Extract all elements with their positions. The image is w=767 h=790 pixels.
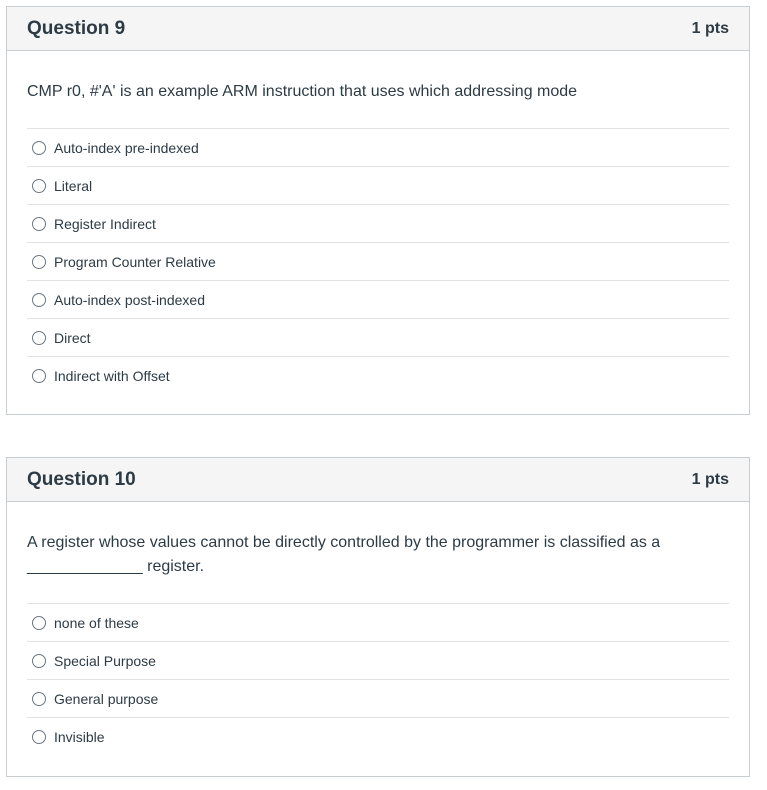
question-10 <box>6 457 750 777</box>
question-points: 1 pts <box>691 19 729 37</box>
answer-label: Auto-index post-indexed <box>54 291 205 308</box>
answer-label: none of these <box>54 614 139 631</box>
answer-option[interactable] <box>27 357 729 394</box>
question-9 <box>6 6 750 415</box>
answer-option[interactable] <box>27 205 729 243</box>
answer-option[interactable] <box>27 281 729 319</box>
answer-option[interactable] <box>27 604 729 642</box>
radio-button[interactable] <box>32 141 46 155</box>
answer-label: Direct <box>54 329 91 346</box>
radio-button[interactable] <box>32 255 46 269</box>
radio-button[interactable] <box>32 179 46 193</box>
question-text-line: A register whose values cannot be directly controlled by the programmer is classified as a <box>27 534 661 551</box>
radio-button[interactable] <box>32 293 46 307</box>
answer-option[interactable] <box>27 243 729 281</box>
radio-button[interactable] <box>32 654 46 668</box>
answer-option[interactable] <box>27 680 729 718</box>
radio-button[interactable] <box>32 730 46 744</box>
answer-label: Special Purpose <box>54 652 156 669</box>
question-title: Question 9 <box>27 17 126 39</box>
answer-label: Program Counter Relative <box>54 253 216 270</box>
radio-button[interactable] <box>32 616 46 630</box>
answer-label: Auto-index pre-indexed <box>54 139 199 156</box>
question-title: Question 10 <box>27 468 136 490</box>
question-text-line: _____________ register. <box>27 558 205 575</box>
answer-option[interactable] <box>27 167 729 205</box>
answer-label: Literal <box>54 177 93 194</box>
answer-option[interactable] <box>27 319 729 357</box>
radio-button[interactable] <box>32 369 46 383</box>
answer-option[interactable] <box>27 718 729 755</box>
answer-label: General purpose <box>54 690 159 707</box>
answer-label: Invisible <box>54 728 105 745</box>
answer-label: Register Indirect <box>54 215 156 232</box>
radio-button[interactable] <box>32 217 46 231</box>
answer-option[interactable] <box>27 642 729 680</box>
answer-list <box>27 128 729 394</box>
question-header <box>7 458 749 502</box>
question-text <box>7 531 749 603</box>
question-text: CMP r0, #'A' is an example ARM instruction that uses which addressing mode <box>27 83 578 100</box>
radio-button[interactable] <box>32 692 46 706</box>
radio-button[interactable] <box>32 331 46 345</box>
answer-label: Indirect with Offset <box>54 367 170 384</box>
question-header <box>7 7 749 51</box>
answer-option[interactable] <box>27 129 729 167</box>
answer-list <box>27 603 729 755</box>
question-points: 1 pts <box>691 470 729 488</box>
